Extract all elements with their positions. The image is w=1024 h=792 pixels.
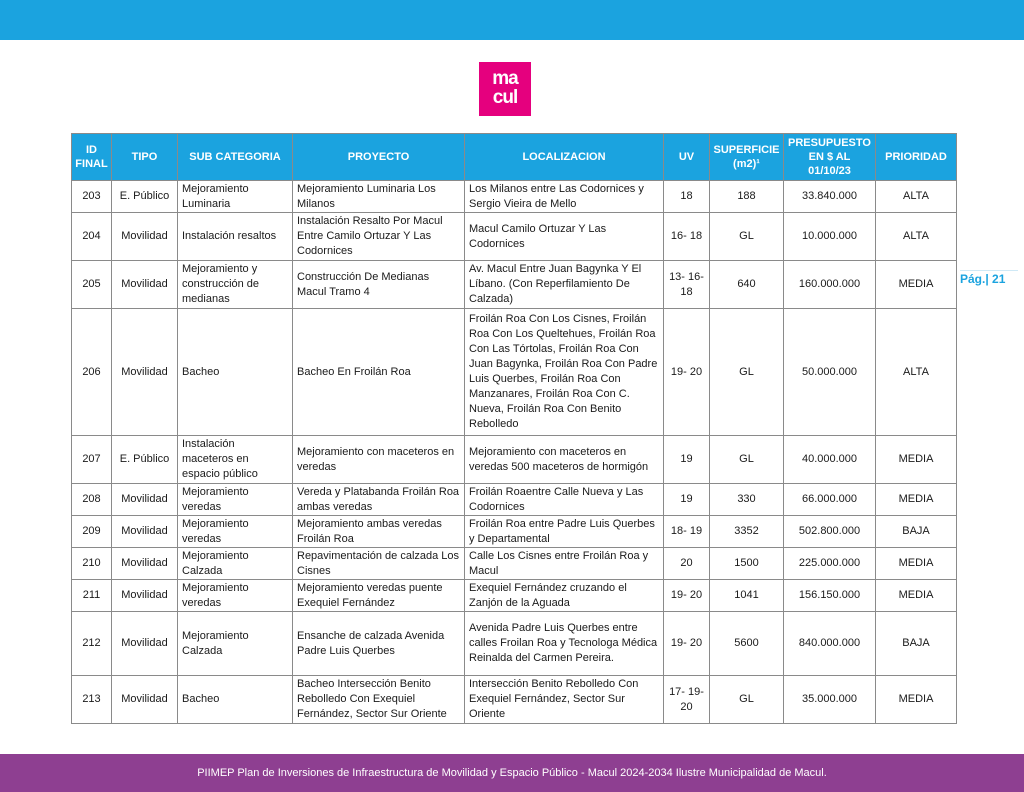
cell-localizacion: Exequiel Fernández cruzando el Zanjón de la Aguada [465,580,664,612]
cell-proyecto: Repavimentación de calzada Los Cisnes [293,548,465,580]
cell-uv: 18- 19 [664,516,710,548]
header-subcategoria: SUB CATEGORIA [178,134,293,181]
cell-id: 207 [72,436,112,484]
cell-presupuesto: 160.000.000 [784,261,876,309]
cell-presupuesto: 10.000.000 [784,213,876,261]
cell-localizacion: Mejoramiento con maceteros en veredas 500 maceteros de hormigón [465,436,664,484]
cell-superficie: GL [710,213,784,261]
cell-presupuesto: 33.840.000 [784,181,876,213]
cell-uv: 13- 16- 18 [664,261,710,309]
cell-localizacion: Froilán Roa Con Los Cisnes, Froilán Roa Con Los Queltehues, Froilán Roa Con Las Tórtolas, Froilán Roa Con Juan Bagynka, Froilán Roa Con Padre Luis Querbes, Froilán Roa Con Manzanares, Froilán Roa Con C. Nueva, Froilán Roa Con Benito Rebolledo [465,309,664,436]
page-number: Pág.| 21 [960,270,1018,286]
cell-localizacion: Intersección Benito Rebolledo Con Exequiel Fernández, Sector Sur Oriente [465,676,664,724]
cell-prioridad: ALTA [876,309,957,436]
cell-subcategoria: Mejoramiento veredas [178,484,293,516]
cell-uv: 18 [664,181,710,213]
cell-uv: 19- 20 [664,580,710,612]
cell-subcategoria: Bacheo [178,676,293,724]
cell-tipo: Movilidad [112,676,178,724]
header-superficie: SUPERFICIE (m2)¹ [710,134,784,181]
cell-superficie: 188 [710,181,784,213]
cell-proyecto: Vereda y Platabanda Froilán Roa ambas veredas [293,484,465,516]
cell-proyecto: Instalación Resalto Por Macul Entre Camilo Ortuzar Y Las Codornices [293,213,465,261]
cell-tipo: Movilidad [112,309,178,436]
logo-text-line1: ma [492,68,518,89]
cell-presupuesto: 840.000.000 [784,612,876,676]
cell-proyecto: Construcción De Medianas Macul Tramo 4 [293,261,465,309]
cell-id: 206 [72,309,112,436]
cell-prioridad: ALTA [876,213,957,261]
cell-subcategoria: Mejoramiento veredas [178,580,293,612]
cell-prioridad: MEDIA [876,436,957,484]
cell-id: 212 [72,612,112,676]
cell-proyecto: Bacheo Intersección Benito Rebolledo Con Exequiel Fernández, Sector Sur Oriente [293,676,465,724]
table-row [72,580,957,612]
cell-prioridad: MEDIA [876,261,957,309]
cell-proyecto: Ensanche de calzada Avenida Padre Luis Querbes [293,612,465,676]
cell-subcategoria: Mejoramiento veredas [178,516,293,548]
cell-localizacion: Los Milanos entre Las Codornices y Sergio Vieira de Mello [465,181,664,213]
table-row [72,436,957,484]
table-row [72,181,957,213]
cell-subcategoria: Mejoramiento Calzada [178,612,293,676]
table-row [72,548,957,580]
cell-localizacion: Av. Macul Entre Juan Bagynka Y El Líbano. (Con Reperfilamiento De Calzada) [465,261,664,309]
header-localizacion: LOCALIZACION [465,134,664,181]
cell-presupuesto: 156.150.000 [784,580,876,612]
header-presupuesto: PRESUPUESTO EN $ AL 01/10/23 [784,134,876,181]
cell-proyecto: Bacheo En Froilán Roa [293,309,465,436]
table-row [72,484,957,516]
table-row [72,309,957,436]
cell-uv: 19- 20 [664,612,710,676]
cell-tipo: E. Público [112,181,178,213]
cell-prioridad: MEDIA [876,580,957,612]
top-banner [0,0,1024,40]
cell-uv: 19 [664,436,710,484]
table-row [72,676,957,724]
cell-id: 205 [72,261,112,309]
table-header-row [72,134,957,181]
cell-superficie: 3352 [710,516,784,548]
header-uv: UV [664,134,710,181]
cell-uv: 17- 19- 20 [664,676,710,724]
cell-prioridad: MEDIA [876,548,957,580]
macul-logo [479,62,531,116]
cell-proyecto: Mejoramiento con maceteros en veredas [293,436,465,484]
cell-id: 203 [72,181,112,213]
cell-uv: 20 [664,548,710,580]
cell-superficie: GL [710,436,784,484]
cell-id: 213 [72,676,112,724]
cell-localizacion: Froilán Roaentre Calle Nueva y Las Codornices [465,484,664,516]
cell-uv: 16- 18 [664,213,710,261]
cell-tipo: Movilidad [112,213,178,261]
cell-tipo: E. Público [112,436,178,484]
cell-id: 204 [72,213,112,261]
cell-subcategoria: Mejoramiento Calzada [178,548,293,580]
footer-banner [0,754,1024,792]
cell-subcategoria: Mejoramiento Luminaria [178,181,293,213]
header-id: ID FINAL [72,134,112,181]
cell-tipo: Movilidad [112,548,178,580]
cell-localizacion: Avenida Padre Luis Querbes entre calles Froilan Roa y Tecnologa Médica Reinalda del Carmen Pereira. [465,612,664,676]
cell-superficie: GL [710,309,784,436]
cell-proyecto: Mejoramiento Luminaria Los Milanos [293,181,465,213]
cell-prioridad: ALTA [876,181,957,213]
header-prioridad: PRIORIDAD [876,134,957,181]
header-tipo: TIPO [112,134,178,181]
cell-tipo: Movilidad [112,261,178,309]
cell-localizacion: Froilán Roa entre Padre Luis Querbes y Departamental [465,516,664,548]
cell-id: 211 [72,580,112,612]
cell-subcategoria: Instalación resaltos [178,213,293,261]
cell-tipo: Movilidad [112,612,178,676]
cell-presupuesto: 502.800.000 [784,516,876,548]
cell-presupuesto: 66.000.000 [784,484,876,516]
footer-text: PIIMEP Plan de Inversiones de Infraestructura de Movilidad y Espacio Público - Macul 2024-2034 Ilustre Municipalidad de Macul. [197,767,827,779]
cell-id: 208 [72,484,112,516]
cell-uv: 19- 20 [664,309,710,436]
cell-superficie: 1500 [710,548,784,580]
table-row [72,261,957,309]
cell-prioridad: BAJA [876,612,957,676]
cell-superficie: 1041 [710,580,784,612]
cell-prioridad: MEDIA [876,676,957,724]
cell-id: 209 [72,516,112,548]
cell-presupuesto: 225.000.000 [784,548,876,580]
cell-superficie: 640 [710,261,784,309]
cell-tipo: Movilidad [112,580,178,612]
cell-subcategoria: Bacheo [178,309,293,436]
cell-subcategoria: Instalación maceteros en espacio público [178,436,293,484]
table-row [72,612,957,676]
cell-presupuesto: 35.000.000 [784,676,876,724]
cell-tipo: Movilidad [112,516,178,548]
header-proyecto: PROYECTO [293,134,465,181]
cell-proyecto: Mejoramiento veredas puente Exequiel Fernández [293,580,465,612]
cell-localizacion: Macul Camilo Ortuzar Y Las Codornices [465,213,664,261]
cell-uv: 19 [664,484,710,516]
cell-superficie: 5600 [710,612,784,676]
cell-id: 210 [72,548,112,580]
projects-table [71,133,957,724]
cell-superficie: GL [710,676,784,724]
table-row [72,213,957,261]
logo-text-line2: cul [492,87,518,108]
cell-proyecto: Mejoramiento ambas veredas Froilán Roa [293,516,465,548]
cell-presupuesto: 40.000.000 [784,436,876,484]
cell-prioridad: MEDIA [876,484,957,516]
cell-superficie: 330 [710,484,784,516]
cell-localizacion: Calle Los Cisnes entre Froilán Roa y Macul [465,548,664,580]
cell-tipo: Movilidad [112,484,178,516]
cell-presupuesto: 50.000.000 [784,309,876,436]
cell-subcategoria: Mejoramiento y construcción de medianas [178,261,293,309]
table-row [72,516,957,548]
cell-prioridad: BAJA [876,516,957,548]
